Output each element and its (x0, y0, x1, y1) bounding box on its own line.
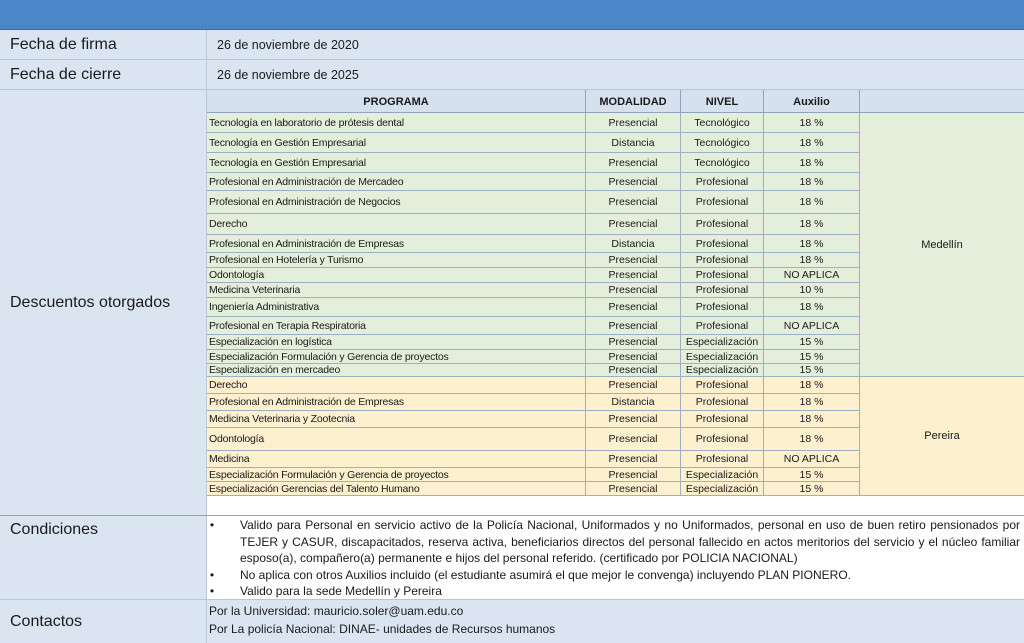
table-row (207, 468, 860, 482)
table-row (207, 394, 860, 411)
cell-modalidad: Presencial (586, 191, 681, 213)
header-sede (860, 90, 1024, 113)
cell-nivel: Especialización (681, 335, 764, 349)
cell-nivel: Profesional (681, 283, 764, 297)
cell-auxilio: 15 % (764, 364, 860, 376)
sede-pereira: Pereira (860, 377, 1024, 496)
table-row (207, 235, 860, 253)
cell-modalidad: Presencial (586, 268, 681, 282)
cell-auxilio: 18 % (764, 253, 860, 267)
cell-modalidad: Presencial (586, 298, 681, 316)
cell-programa: Odontología (207, 428, 586, 450)
cell-modalidad: Presencial (586, 283, 681, 297)
table-row (207, 317, 860, 335)
cell-auxilio: 15 % (764, 335, 860, 349)
condiciones-list (207, 516, 1024, 599)
table-row (207, 214, 860, 235)
cell-nivel: Profesional (681, 428, 764, 450)
cell-nivel: Especialización (681, 350, 764, 363)
cell-programa: Derecho (207, 214, 586, 234)
table-row (207, 451, 860, 468)
cell-auxilio: 18 % (764, 298, 860, 316)
cell-programa: Medicina Veterinaria (207, 283, 586, 297)
cell-programa: Especialización en mercadeo (207, 364, 586, 376)
condicion-item: • Valido para Personal en servicio activo de la Policía Nacional, Uniformados y no Uniformados, personal en uso de buen retiro pensionados por TEJER y CASUR, discapacitados, reserva activa, beneficiarios directos del personal fallecido en actos meritorios del servicio y el núcleo familiar esposo(a), compañero(a) permanente e hijos del personal referido. (certificado por POLICIA NACIONAL) (207, 517, 1020, 567)
cell-nivel: Profesional (681, 253, 764, 267)
cell-programa: Especialización Formulación y Gerencia de proyectos (207, 468, 586, 481)
table-row (207, 364, 860, 377)
table-row (207, 411, 860, 428)
cell-nivel: Profesional (681, 411, 764, 427)
header-modalidad: MODALIDAD (586, 90, 681, 113)
table-row (207, 268, 860, 283)
condicion-item: • No aplica con otros Auxilios incluido (el estudiante asumirá el que mejor le convenga) incluyendo PLAN PIONERO. (207, 567, 1020, 584)
cell-auxilio: 18 % (764, 377, 860, 393)
cell-auxilio: NO APLICA (764, 268, 860, 282)
cell-auxilio: 18 % (764, 411, 860, 427)
row-contactos (0, 600, 1024, 643)
header-programa: PROGRAMA (207, 90, 586, 113)
row-descuentos (0, 90, 1024, 516)
cell-nivel: Tecnológico (681, 153, 764, 172)
cell-auxilio: 15 % (764, 350, 860, 363)
cell-nivel: Especialización (681, 468, 764, 481)
table-row (207, 133, 860, 153)
table-row (207, 191, 860, 214)
cell-auxilio: 18 % (764, 394, 860, 410)
condicion-item: • Valido para la sede Medellín y Pereira (207, 583, 1020, 600)
cell-nivel: Profesional (681, 377, 764, 393)
table-row (207, 113, 860, 133)
cell-auxilio: 15 % (764, 468, 860, 481)
cell-programa: Profesional en Administración de Mercadeo (207, 173, 586, 190)
cell-modalidad: Presencial (586, 411, 681, 427)
cell-auxilio: 18 % (764, 153, 860, 172)
bullet-icon: • (209, 584, 215, 598)
cell-nivel: Profesional (681, 173, 764, 190)
table-row (207, 173, 860, 191)
cell-nivel: Profesional (681, 235, 764, 252)
header-bar (0, 0, 1024, 30)
row-fecha-cierre (0, 60, 1024, 90)
programs-table (207, 90, 1024, 516)
cell-programa: Especialización Gerencias del Talento Humano (207, 482, 586, 495)
cell-modalidad: Presencial (586, 428, 681, 450)
cell-nivel: Tecnológico (681, 113, 764, 132)
cell-modalidad: Presencial (586, 113, 681, 132)
cell-programa: Profesional en Administración de Negocios (207, 191, 586, 213)
row-condiciones (0, 516, 1024, 600)
cell-modalidad: Distancia (586, 235, 681, 252)
bullet-icon: • (209, 567, 215, 582)
cell-modalidad: Presencial (586, 468, 681, 481)
cell-auxilio: 18 % (764, 214, 860, 234)
cell-nivel: Tecnológico (681, 133, 764, 152)
cell-nivel: Profesional (681, 268, 764, 282)
table-row (207, 283, 860, 298)
header-nivel: NIVEL (681, 90, 764, 113)
cell-nivel: Profesional (681, 214, 764, 234)
sede-medellin: Medellín (860, 113, 1024, 377)
cell-programa: Tecnología en Gestión Empresarial (207, 153, 586, 172)
cell-auxilio: NO APLICA (764, 451, 860, 467)
cell-nivel: Especialización (681, 482, 764, 495)
contactos-list (207, 600, 1024, 643)
cell-modalidad: Presencial (586, 253, 681, 267)
contacto-universidad[interactable]: Por la Universidad: mauricio.soler@uam.edu.co (209, 604, 464, 618)
programs-table-header (207, 90, 1024, 113)
cell-modalidad: Presencial (586, 350, 681, 363)
contacto-policia: Por La policía Nacional: DINAE- unidades de Recursos humanos (209, 622, 556, 636)
cell-programa: Profesional en Administración de Empresas (207, 235, 586, 252)
cell-nivel: Especialización (681, 364, 764, 376)
table-row (207, 482, 860, 496)
cell-modalidad: Presencial (586, 364, 681, 376)
fecha-cierre-label: Fecha de cierre (0, 60, 207, 89)
cell-nivel: Profesional (681, 394, 764, 410)
cell-programa: Derecho (207, 377, 586, 393)
cell-auxilio: 18 % (764, 191, 860, 213)
cell-programa: Especialización Formulación y Gerencia de proyectos (207, 350, 586, 363)
cell-programa: Odontología (207, 268, 586, 282)
cell-modalidad: Distancia (586, 394, 681, 410)
cell-modalidad: Presencial (586, 214, 681, 234)
cell-programa: Profesional en Terapia Respiratoria (207, 317, 586, 334)
table-row (207, 253, 860, 268)
cell-nivel: Profesional (681, 191, 764, 213)
cell-programa: Profesional en Hotelería y Turismo (207, 253, 586, 267)
cell-programa: Ingeniería Administrativa (207, 298, 586, 316)
header-auxilio: Auxilio (764, 90, 860, 113)
table-row (207, 298, 860, 317)
cell-modalidad: Presencial (586, 451, 681, 467)
cell-programa: Tecnología en laboratorio de prótesis dental (207, 113, 586, 132)
table-row (207, 377, 860, 394)
cell-auxilio: 18 % (764, 428, 860, 450)
fecha-cierre-value: 26 de noviembre de 2025 (207, 60, 1024, 89)
descuentos-label: Descuentos otorgados (0, 90, 207, 515)
cell-programa: Profesional en Administración de Empresas (207, 394, 586, 410)
cell-auxilio: NO APLICA (764, 317, 860, 334)
table-row (207, 428, 860, 451)
condiciones-label: Condiciones (0, 516, 207, 599)
cell-programa: Medicina (207, 451, 586, 467)
table-row (207, 335, 860, 350)
cell-nivel: Profesional (681, 298, 764, 316)
bullet-icon: • (209, 518, 215, 532)
cell-auxilio: 15 % (764, 482, 860, 495)
contactos-label: Contactos (0, 600, 207, 643)
cell-nivel: Profesional (681, 317, 764, 334)
cell-programa: Especialización en logística (207, 335, 586, 349)
cell-modalidad: Distancia (586, 133, 681, 152)
table-row (207, 153, 860, 173)
cell-nivel: Profesional (681, 451, 764, 467)
cell-modalidad: Presencial (586, 317, 681, 334)
cell-auxilio: 18 % (764, 173, 860, 190)
cell-modalidad: Presencial (586, 335, 681, 349)
fecha-firma-value: 26 de noviembre de 2020 (207, 30, 1024, 59)
cell-auxilio: 18 % (764, 235, 860, 252)
cell-modalidad: Presencial (586, 482, 681, 495)
cell-programa: Tecnología en Gestión Empresarial (207, 133, 586, 152)
cell-modalidad: Presencial (586, 153, 681, 172)
cell-modalidad: Presencial (586, 173, 681, 190)
cell-programa: Medicina Veterinaria y Zootecnia (207, 411, 586, 427)
fecha-firma-label: Fecha de firma (0, 30, 207, 59)
cell-auxilio: 18 % (764, 133, 860, 152)
cell-auxilio: 10 % (764, 283, 860, 297)
row-fecha-firma (0, 30, 1024, 60)
table-row (207, 350, 860, 364)
cell-auxilio: 18 % (764, 113, 860, 132)
cell-modalidad: Presencial (586, 377, 681, 393)
